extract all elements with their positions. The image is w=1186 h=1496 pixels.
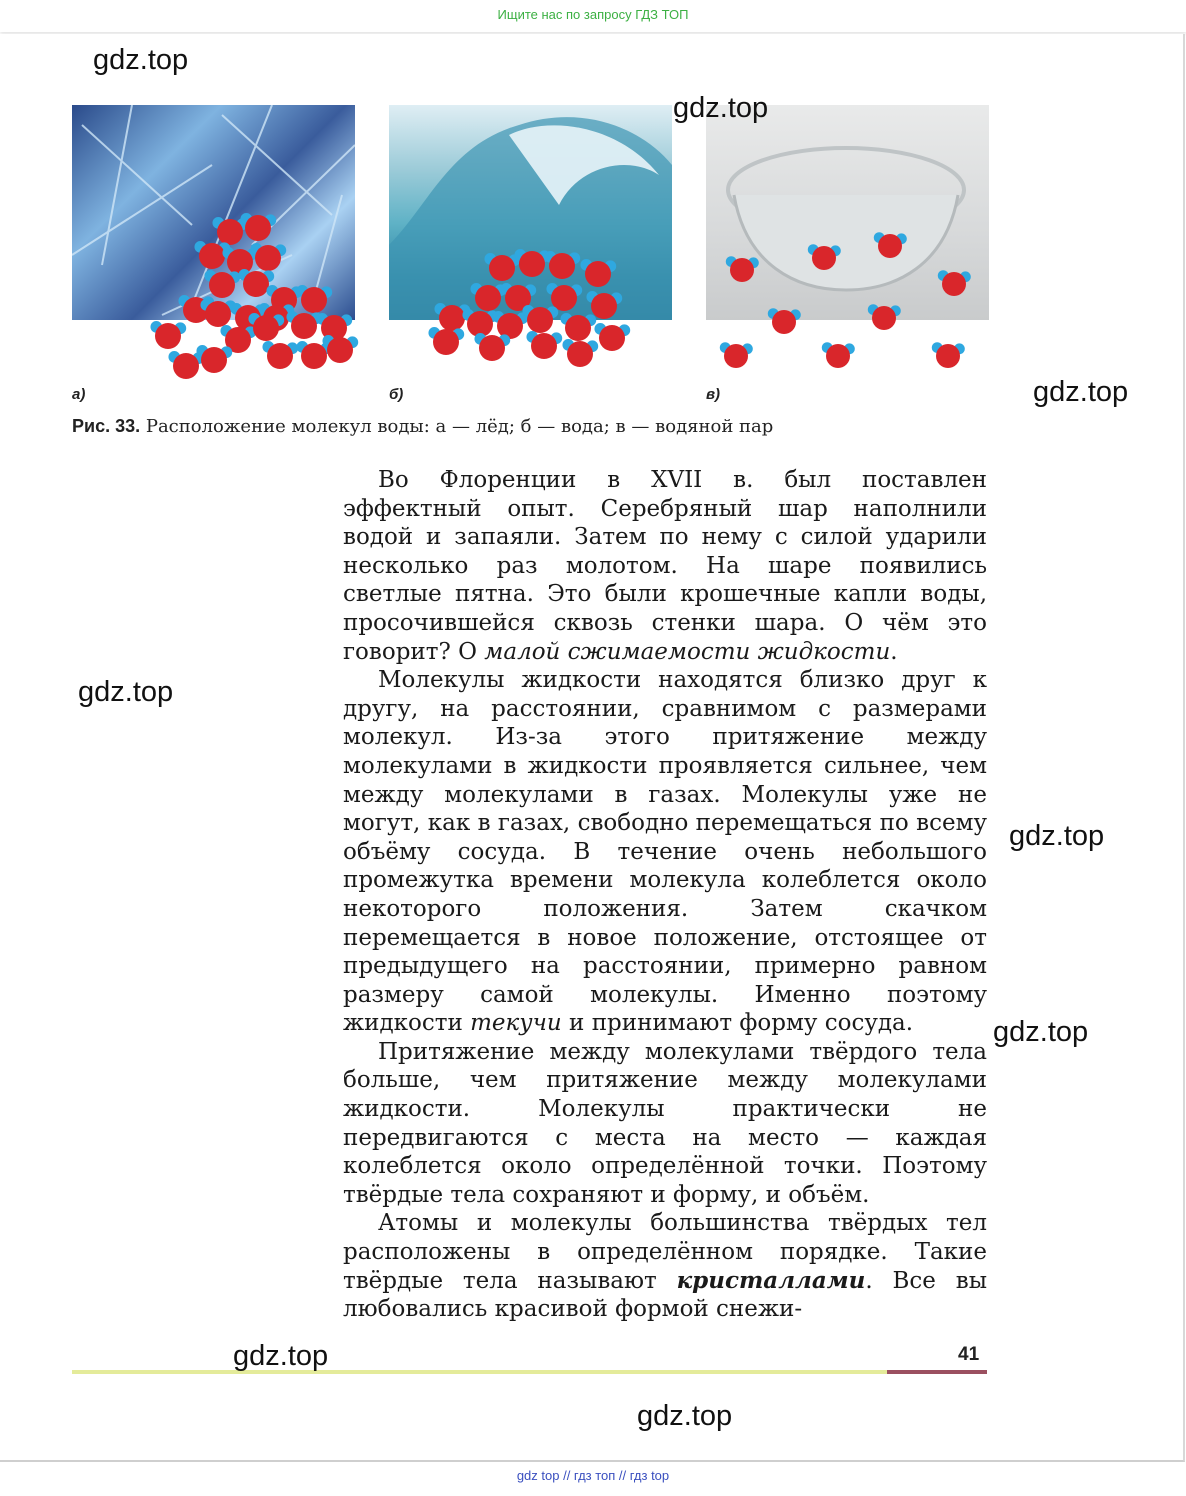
figure-caption bbox=[72, 416, 773, 437]
oxygen-atom bbox=[878, 234, 902, 258]
oxygen-atom bbox=[567, 341, 593, 367]
oxygen-atom bbox=[433, 329, 459, 355]
oxygen-atom bbox=[255, 245, 281, 271]
oxygen-atom bbox=[439, 305, 465, 331]
oxygen-atom bbox=[497, 313, 523, 339]
oxygen-atom bbox=[479, 335, 505, 361]
page-number: 41 bbox=[958, 1344, 980, 1365]
emphasis-fluid: текучи bbox=[470, 1010, 562, 1037]
label-b: б) bbox=[389, 386, 404, 403]
watermark: gdz.top bbox=[673, 92, 769, 124]
paragraph-2: Молекулы жидкости находятся близко друг к другу, на расстоянии, сравнимом с размерами молекул. Из-за этого притяжение между молекулами в жидкости проявляется сильнее, чем между молекулами в газах. Молекулы уже не могут, как в газах, свободно перемещаться по всему объёму сосуда. В течение очень небольшого промежутка времени молекула колеблется около некоторого положения. Затем скачком перемещается в новое положение, отстоящее от предыдущего на расстоянии, примерно равном размеру самой молекулы. Именно поэтому жидкости текучи и принимают форму сосуда. bbox=[343, 667, 987, 1037]
oxygen-atom bbox=[519, 251, 545, 277]
oxygen-atom bbox=[936, 344, 960, 368]
oxygen-atom bbox=[812, 246, 836, 270]
footer-rule-maroon bbox=[887, 1370, 987, 1374]
label-a: а) bbox=[72, 386, 86, 403]
paragraph-4: Атомы и молекулы большинства твёрдых тел расположены в определённом порядке. Такие твёрдые тела называют кристаллами. Все вы любовались красивой формой снежи- bbox=[343, 1210, 987, 1323]
watermark: gdz.top bbox=[93, 44, 189, 76]
oxygen-atom bbox=[155, 323, 181, 349]
oxygen-atom bbox=[826, 344, 850, 368]
oxygen-atom bbox=[872, 306, 896, 330]
figure-number: Рис. 33. bbox=[72, 416, 141, 436]
watermark: gdz.top bbox=[993, 1016, 1089, 1048]
search-us-link[interactable]: Ищите нас по запросу ГДЗ ТОП bbox=[497, 7, 689, 22]
oxygen-atom bbox=[599, 325, 625, 351]
emphasis-compressibility: малой сжимаемости жидкости bbox=[484, 638, 891, 665]
oxygen-atom bbox=[489, 255, 515, 281]
oxygen-atom bbox=[301, 287, 327, 313]
footer-rule-yellow bbox=[72, 1370, 887, 1374]
figure-caption-text: Расположение молекул воды: а — лёд; б — вода; в — водяной пар bbox=[145, 416, 774, 437]
watermark: gdz.top bbox=[233, 1340, 329, 1372]
oxygen-atom bbox=[243, 271, 269, 297]
oxygen-atom bbox=[267, 343, 293, 369]
oxygen-atom bbox=[527, 307, 553, 333]
paragraph-3: Притяжение между молекулами твёрдого тела больше, чем притяжение между молекулами жидкости. Молекулы практически не передвигаются с места на место — каждая колеблется около определённой точки. Поэтому твёрдые тела сохраняют и форму, и объём. bbox=[343, 1038, 987, 1208]
watermark: gdz.top bbox=[637, 1400, 733, 1432]
oxygen-atom bbox=[173, 353, 199, 379]
oxygen-atom bbox=[301, 343, 327, 369]
footer-links[interactable]: gdz top // гдз топ // гдз top bbox=[516, 1468, 670, 1483]
watermark: gdz.top bbox=[1009, 820, 1105, 852]
oxygen-atom bbox=[591, 293, 617, 319]
oxygen-atom bbox=[209, 272, 235, 298]
oxygen-atom bbox=[549, 253, 575, 279]
label-v: в) bbox=[706, 386, 721, 403]
watermark: gdz.top bbox=[1033, 376, 1129, 408]
emphasis-crystals: кристаллами bbox=[676, 1266, 866, 1294]
oxygen-atom bbox=[724, 344, 748, 368]
oxygen-atom bbox=[942, 272, 966, 296]
paragraph-1: Во Флоренции в XVII в. был поставлен эффектный опыт. Серебряный шар наполнили водой и запаяли. Затем по нему с силой ударили несколько раз молотом. На шаре появились светлые пятна. Это были крошечные капли воды, просочившейся сквозь стенки шара. О чём это говорит? О малой сжимаемости жидкости. bbox=[343, 467, 987, 665]
oxygen-atom bbox=[772, 310, 796, 334]
oxygen-atom bbox=[585, 261, 611, 287]
oxygen-atom bbox=[201, 347, 227, 373]
watermark: gdz.top bbox=[78, 676, 174, 708]
oxygen-atom bbox=[531, 333, 557, 359]
oxygen-atom bbox=[291, 313, 317, 339]
oxygen-atom bbox=[475, 285, 501, 311]
body-text bbox=[343, 466, 987, 1324]
oxygen-atom bbox=[327, 337, 353, 363]
oxygen-atom bbox=[730, 258, 754, 282]
oxygen-atom bbox=[565, 315, 591, 341]
oxygen-atom bbox=[245, 215, 271, 241]
oxygen-atom bbox=[199, 243, 225, 269]
oxygen-atom bbox=[205, 301, 231, 327]
oxygen-atom bbox=[253, 315, 279, 341]
oxygen-atom bbox=[217, 219, 243, 245]
